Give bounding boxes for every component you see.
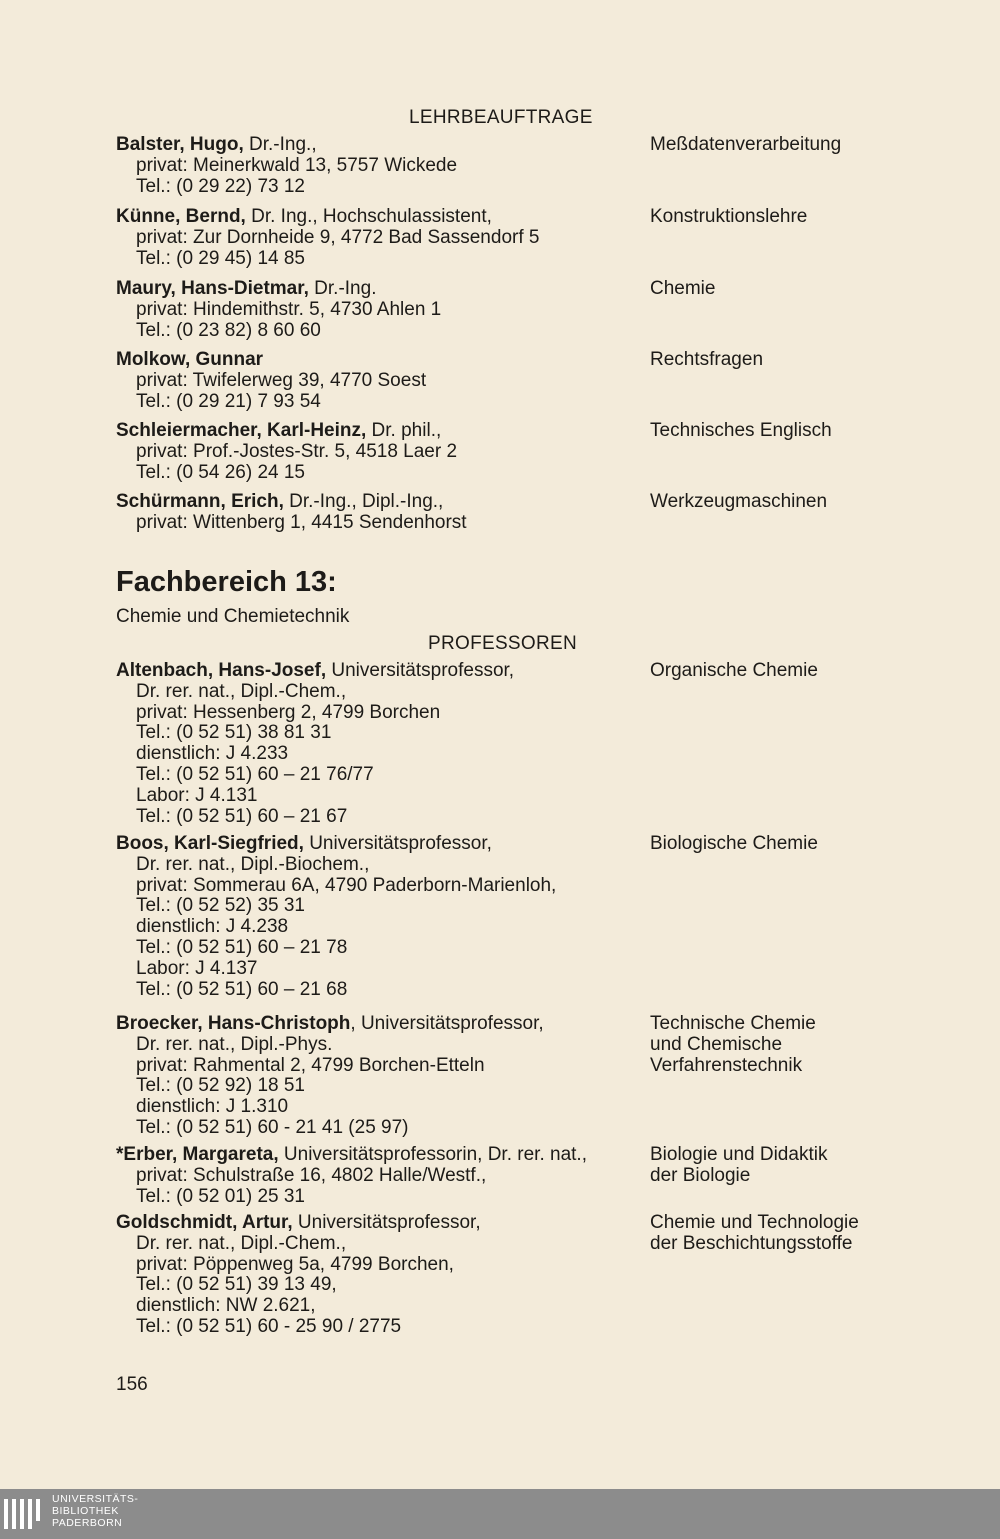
- subject-line: Rechtsfragen: [650, 349, 764, 370]
- entry-details: [116, 834, 646, 1000]
- contact-line: privat: Hindemithstr. 5, 4730 Ahlen 1: [136, 298, 442, 320]
- entry-name-line: [116, 135, 646, 156]
- page-number: 156: [116, 1374, 148, 1395]
- person-name: *Erber, Margareta,: [116, 1144, 279, 1165]
- contact-line: privat: Pöppenweg 5a, 4799 Borchen,: [136, 1253, 454, 1275]
- contact-line: Tel.: (0 52 51) 60 – 21 78: [136, 936, 348, 958]
- subject-field: [650, 492, 970, 513]
- contact-line: Dr. rer. nat., Dipl.-Phys.: [136, 1033, 333, 1055]
- person-name: Boos, Karl-Siegfried,: [116, 833, 304, 854]
- subject-line: Chemie: [650, 278, 716, 299]
- contact-line: privat: Hessenberg 2, 4799 Borchen: [136, 701, 441, 723]
- person-title: Dr. phil.,: [366, 420, 442, 441]
- subject-field: [650, 350, 970, 371]
- person-name: Künne, Bernd,: [116, 206, 246, 227]
- contact-line: Dr. rer. nat., Dipl.-Chem.,: [136, 680, 347, 702]
- subject-line: Technische Chemie: [650, 1013, 816, 1034]
- contact-line: Dr. rer. nat., Dipl.-Chem.,: [136, 1232, 347, 1254]
- contact-line: Tel.: (0 52 92) 18 51: [136, 1075, 305, 1097]
- person-title: Dr.-Ing., Dipl.-Ing.,: [283, 491, 444, 512]
- contact-line: Tel.: (0 52 51) 60 – 21 68: [136, 978, 348, 1000]
- contact-line: Tel.: (0 29 45) 14 85: [136, 247, 305, 269]
- entry-name-line: [116, 421, 646, 442]
- contact-line: dienstlich: J 1.310: [136, 1096, 289, 1118]
- person-name: Schleiermacher, Karl-Heinz,: [116, 420, 367, 441]
- entry-details: [116, 1145, 646, 1207]
- contact-line: Tel.: (0 52 51) 38 81 31: [136, 722, 332, 744]
- subject-line: Konstruktionslehre: [650, 206, 808, 227]
- contact-line: Tel.: (0 52 01) 25 31: [136, 1185, 305, 1207]
- library-line-3: PADERBORN: [52, 1517, 123, 1529]
- entry-details: [116, 1014, 646, 1139]
- entry-name-line: [116, 492, 646, 513]
- person-title: Dr.-Ing.,: [243, 134, 317, 155]
- contact-line: Tel.: (0 52 51) 60 – 21 76/77: [136, 763, 374, 785]
- contact-line: Tel.: (0 54 26) 24 15: [136, 461, 305, 483]
- contact-line: dienstlich: NW 2.621,: [136, 1295, 316, 1317]
- person-title: Universitätsprofessor,: [303, 833, 492, 854]
- person-name: Maury, Hans-Dietmar,: [116, 278, 309, 299]
- subject-field: [650, 1213, 970, 1255]
- subject-field: [650, 1145, 970, 1187]
- contact-line: Tel.: (0 23 82) 8 60 60: [136, 319, 321, 341]
- subject-line: Verfahrenstechnik: [650, 1054, 803, 1076]
- entry-name-line: [116, 661, 646, 682]
- entry-name-line: [116, 207, 646, 228]
- entry-name-line: [116, 350, 646, 371]
- subject-line: Meßdatenverarbeitung: [650, 134, 842, 155]
- subject-line: Organische Chemie: [650, 660, 818, 681]
- person-name: Altenbach, Hans-Josef,: [116, 660, 327, 681]
- entry-details: [116, 492, 646, 534]
- person-name: Molkow, Gunnar: [116, 349, 264, 370]
- subject-line: Biologische Chemie: [650, 833, 818, 854]
- contact-line: Labor: J 4.131: [136, 784, 258, 806]
- contact-line: Tel.: (0 52 51) 60 - 25 90 / 2775: [136, 1315, 402, 1337]
- person-title: Universitätsprofessorin, Dr. rer. nat.,: [278, 1144, 587, 1165]
- entry-name-line: [116, 279, 646, 300]
- contact-line: Tel.: (0 52 52) 35 31: [136, 895, 305, 917]
- contact-line: privat: Sommerau 6A, 4790 Paderborn-Marienloh,: [136, 874, 557, 896]
- subject-line: und Chemische: [650, 1033, 783, 1055]
- contact-line: privat: Schulstraße 16, 4802 Halle/Westf.,: [136, 1164, 487, 1186]
- contact-line: dienstlich: J 4.233: [136, 743, 289, 765]
- subject-line: Werkzeugmaschinen: [650, 491, 828, 512]
- library-line-1: UNIVERSITÄTS-: [52, 1493, 139, 1505]
- contact-line: Tel.: (0 52 51) 60 - 21 41 (25 97): [136, 1116, 409, 1138]
- contact-line: Tel.: (0 52 51) 39 13 49,: [136, 1274, 337, 1296]
- fachbereich-title: Fachbereich 13:: [116, 566, 337, 598]
- person-name: Goldschmidt, Artur,: [116, 1212, 293, 1233]
- person-title: , Universitätsprofessor,: [350, 1013, 544, 1034]
- subject-field: [650, 1014, 970, 1076]
- contact-line: privat: Zur Dornheide 9, 4772 Bad Sassendorf 5: [136, 226, 540, 248]
- contact-line: dienstlich: J 4.238: [136, 916, 289, 938]
- subject-line: Chemie und Technologie: [650, 1212, 859, 1233]
- person-title: Dr.-Ing.: [308, 278, 377, 299]
- contact-line: Tel.: (0 29 21) 7 93 54: [136, 390, 321, 412]
- person-title: Dr. Ing., Hochschulassistent,: [245, 206, 492, 227]
- subject-line: Biologie und Didaktik: [650, 1144, 828, 1165]
- lehrbeauftrage-heading: LEHRBEAUFTRAGE: [409, 107, 593, 128]
- contact-line: privat: Rahmental 2, 4799 Borchen-Etteln: [136, 1054, 485, 1076]
- person-title: Universitätsprofessor,: [326, 660, 515, 681]
- contact-line: privat: Twifelerweg 39, 4770 Soest: [136, 369, 427, 391]
- entry-details: [116, 135, 646, 197]
- contact-line: Labor: J 4.137: [136, 957, 258, 979]
- contact-line: privat: Wittenberg 1, 4415 Sendenhorst: [136, 511, 467, 533]
- subject-field: [650, 207, 970, 228]
- entry-name-line: [116, 1213, 646, 1234]
- subject-field: [650, 421, 970, 442]
- contact-line: Dr. rer. nat., Dipl.-Biochem.,: [136, 853, 370, 875]
- person-title: Universitätsprofessor,: [292, 1212, 481, 1233]
- library-logo-icon: [4, 1495, 44, 1533]
- library-footer: [0, 1489, 1000, 1539]
- entry-details: [116, 279, 646, 341]
- library-line-2: BIBLIOTHEK: [52, 1505, 119, 1517]
- person-name: Schürmann, Erich,: [116, 491, 284, 512]
- contact-line: Tel.: (0 52 51) 60 – 21 67: [136, 805, 348, 827]
- entry-details: [116, 661, 646, 827]
- entry-details: [116, 421, 646, 483]
- contact-line: privat: Prof.-Jostes-Str. 5, 4518 Laer 2: [136, 440, 458, 462]
- subject-field: [650, 661, 970, 682]
- person-name: Balster, Hugo,: [116, 134, 244, 155]
- professoren-heading: PROFESSOREN: [428, 633, 577, 654]
- entry-details: [116, 1213, 646, 1338]
- entry-details: [116, 207, 646, 269]
- entry-name-line: [116, 1014, 646, 1035]
- subject-line: der Biologie: [650, 1164, 751, 1186]
- entry-name-line: [116, 834, 646, 855]
- contact-line: privat: Meinerkwald 13, 5757 Wickede: [136, 154, 458, 176]
- subject-field: [650, 135, 970, 156]
- contact-line: Tel.: (0 29 22) 73 12: [136, 175, 305, 197]
- person-name: Broecker, Hans-Christoph: [116, 1013, 351, 1034]
- subject-field: [650, 834, 970, 855]
- fachbereich-subtitle: Chemie und Chemietechnik: [116, 606, 350, 627]
- library-name: [52, 1493, 138, 1529]
- subject-line: Technisches Englisch: [650, 420, 832, 441]
- entry-name-line: [116, 1145, 646, 1166]
- entry-details: [116, 350, 646, 412]
- subject-field: [650, 279, 970, 300]
- subject-line: der Beschichtungsstoffe: [650, 1232, 853, 1254]
